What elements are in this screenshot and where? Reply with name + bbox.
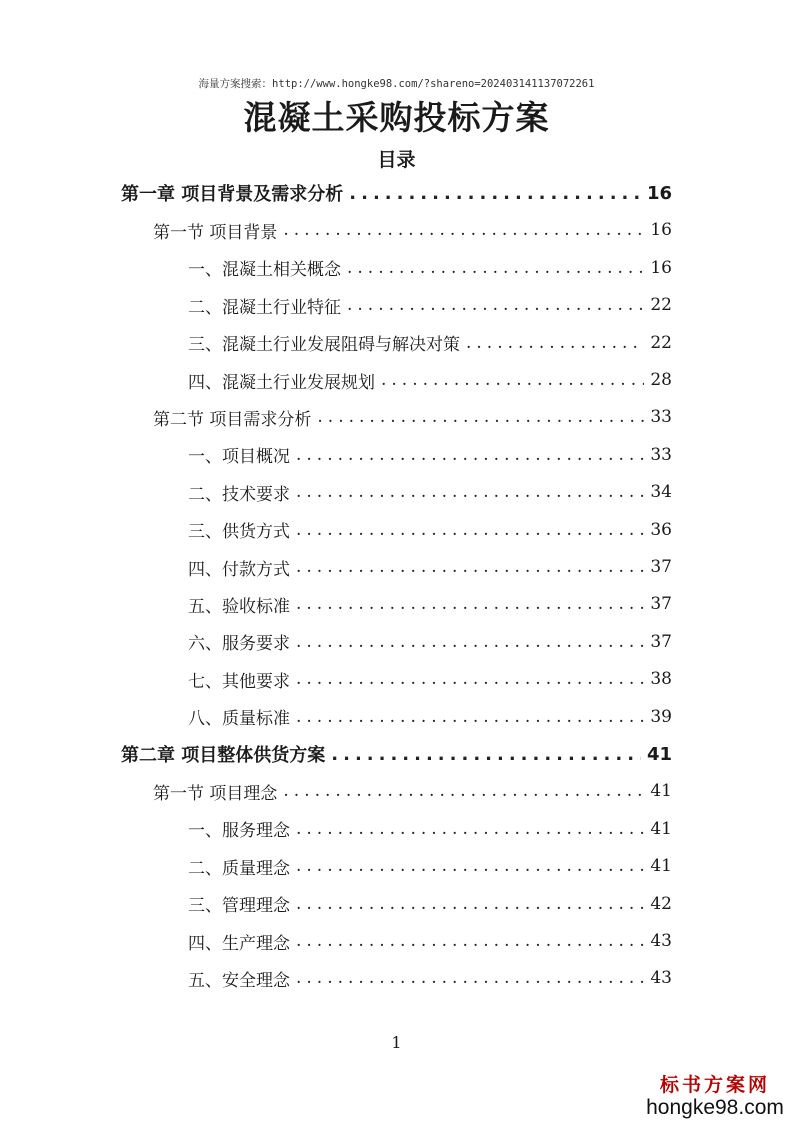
toc-entry-label: 一、服务理念 — [188, 821, 290, 842]
toc-entry-page: 43 — [650, 931, 672, 951]
watermark-en-text: hongke98.com — [646, 1096, 784, 1119]
toc-leader-dots — [381, 370, 644, 390]
toc-leader-dots — [296, 856, 644, 876]
toc-leader-dots — [296, 557, 644, 577]
toc-leader-dots — [347, 295, 644, 315]
toc-leader-dots — [296, 669, 644, 689]
toc-heading: 目录 — [377, 149, 416, 171]
toc-entry-label: 二、质量理念 — [188, 858, 290, 879]
toc-leader-dots — [296, 819, 644, 839]
toc-entry[interactable] — [188, 512, 672, 548]
toc-entry-label: 七、其他要求 — [188, 671, 290, 692]
toc-leader-dots — [296, 445, 644, 465]
toc-entry-label: 五、安全理念 — [188, 970, 290, 991]
toc-leader-dots — [347, 258, 644, 278]
toc-entry-page: 28 — [650, 370, 672, 390]
toc-entry-label: 三、供货方式 — [188, 522, 290, 543]
toc-leader-dots — [296, 482, 644, 502]
toc-leader-dots — [296, 632, 644, 652]
toc-entry-page: 41 — [650, 818, 672, 839]
toc-entry[interactable] — [121, 175, 672, 211]
toc-entry-page: 37 — [650, 594, 672, 615]
toc-entry-label: 六、服务要求 — [188, 634, 290, 655]
toc-entry[interactable] — [188, 624, 672, 660]
toc-entry-label: 一、混凝土相关概念 — [188, 260, 341, 281]
toc-entry-page: 34 — [650, 482, 672, 503]
toc-entry-page: 41 — [650, 781, 672, 802]
toc-entry-page: 16 — [650, 257, 672, 278]
toc-entry-label: 三、管理理念 — [188, 896, 290, 917]
toc-entry-page: 22 — [650, 332, 672, 353]
toc-entry[interactable] — [188, 886, 672, 922]
toc-entry[interactable] — [188, 287, 672, 323]
toc-entry-page: 22 — [650, 295, 672, 316]
toc-entry-page: 36 — [650, 519, 672, 540]
toc-leader-dots — [349, 183, 641, 204]
toc-leader-dots — [296, 594, 644, 614]
toc-entry[interactable] — [153, 212, 672, 248]
toc-entry-page: 43 — [650, 968, 672, 989]
toc-entry[interactable] — [188, 474, 672, 510]
toc-entry-label: 一、项目概况 — [188, 447, 290, 468]
toc-entry[interactable] — [121, 736, 672, 772]
toc-entry-label: 四、混凝土行业发展规划 — [188, 372, 375, 393]
toc-entry[interactable] — [188, 250, 672, 286]
toc-leader-dots — [296, 931, 644, 951]
header-url: 海量方案搜索：http://www.hongke98.com/?shareno=20240314113707​2261 — [198, 78, 595, 90]
toc-entry[interactable] — [188, 923, 672, 959]
toc-entry[interactable] — [188, 661, 672, 697]
toc-entry-label: 四、付款方式 — [188, 559, 290, 580]
watermark-cn-text: 标书方案网 — [659, 1074, 770, 1096]
toc-entry-label: 第一章 项目背景及需求分析 — [121, 184, 344, 205]
toc-entry-label: 三、混凝土行业发展阻碍与解决对策 — [188, 335, 460, 356]
toc-leader-dots — [296, 894, 644, 914]
document-title: 混凝土采购投标方案 — [243, 98, 550, 137]
toc-entry[interactable] — [188, 848, 672, 884]
toc-entry-page: 39 — [650, 706, 672, 727]
toc-entry-page: 41 — [646, 743, 672, 765]
watermark-logo — [640, 1070, 790, 1119]
page-number: 1 — [391, 1033, 402, 1052]
toc-entry-label: 第一节 项目理念 — [153, 783, 278, 804]
toc-entry-label: 八、质量标准 — [188, 709, 290, 730]
toc-entry-page: 37 — [650, 557, 672, 577]
toc-entry-page: 16 — [646, 182, 672, 204]
toc-leader-dots — [296, 707, 644, 727]
toc-entry[interactable] — [188, 811, 672, 847]
toc-entry-page: 37 — [650, 631, 672, 652]
toc-entry[interactable] — [188, 586, 672, 622]
toc-entry-label: 五、验收标准 — [188, 596, 290, 617]
toc-leader-dots — [283, 220, 644, 240]
toc-entry-page: 42 — [650, 893, 672, 914]
toc-entry[interactable] — [188, 437, 672, 473]
toc-entry-page: 38 — [650, 669, 672, 690]
toc-entry-label: 第一节 项目背景 — [153, 222, 278, 243]
toc-entry[interactable] — [188, 699, 672, 735]
toc-entry[interactable] — [188, 960, 672, 996]
toc-leader-dots — [296, 968, 644, 988]
toc-leader-dots — [331, 744, 641, 765]
toc-entry-label: 二、技术要求 — [188, 484, 290, 505]
toc-entry-page: 16 — [650, 220, 672, 241]
toc-leader-dots — [317, 407, 644, 427]
toc-leader-dots — [283, 781, 644, 801]
toc-entry[interactable] — [188, 325, 672, 361]
toc-leader-dots — [466, 333, 644, 353]
toc-entry-label: 第二节 项目需求分析 — [153, 409, 312, 430]
toc-entry-page: 33 — [650, 444, 672, 465]
toc-entry[interactable] — [153, 399, 672, 435]
toc-entry-label: 二、混凝土行业特征 — [188, 297, 341, 318]
toc-entry-page: 41 — [650, 856, 672, 877]
toc-entry[interactable] — [188, 362, 672, 398]
toc-leader-dots — [296, 520, 644, 540]
toc-entry[interactable] — [188, 549, 672, 585]
toc-entry-label: 四、生产理念 — [188, 933, 290, 954]
toc-entry[interactable] — [153, 773, 672, 809]
toc-entry-label: 第二章 项目整体供货方案 — [121, 745, 326, 766]
toc-entry-page: 33 — [650, 407, 672, 428]
